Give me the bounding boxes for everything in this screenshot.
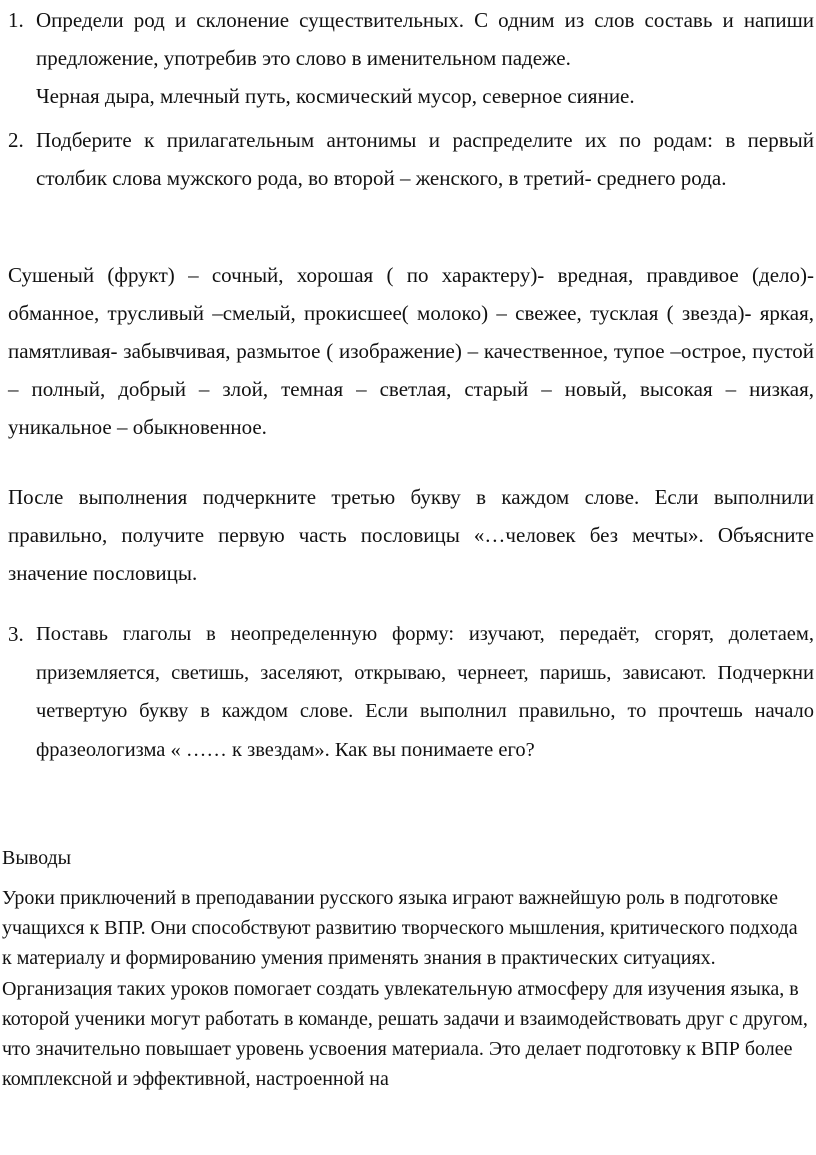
after-task-paragraph — [8, 478, 814, 592]
task-3-number: 3. — [8, 622, 24, 646]
conclusions-paragraph — [2, 883, 812, 1094]
task-1-number: 1. — [8, 8, 24, 32]
after-task-text: После выполнения подчеркните третью букву в каждом слове. Если выполнили правильно, получите первую часть пословицы «…человек без мечты». Объясните значение пословицы. — [8, 485, 814, 585]
conclusions-text: Уроки приключений в преподавании русского языка играют важнейшую роль в подготовке учащихся к ВПР. Они способствуют развитию творческого мышления, критического подхода к материалу и формированию умения применять знания в практических ситуациях. Организация таких уроков помогает создать увлекательную атмосферу для изучения языка, в которой ученики могут работать в команде, решать задачи и взаимодействовать друг с другом, что значительно повышает уровень усвоения материала. Это делает подготовку к ВПР более комплексной и эффективной, настроенной на — [2, 887, 808, 1091]
word-pairs-text: Сушеный (фрукт) – сочный, хорошая ( по характеру)- вредная, правдивое (дело)- обманное, трусливый –смелый, прокисшее( молоко) – свежее, тусклая ( звезда)- яркая, памятливая- забывчивая, размытое ( изображение) – качественное, тупое –острое, пустой – полный, добрый – злой, темная – светлая, старый – новый, высокая – низкая, уникальное – обыкновенное. — [8, 263, 814, 439]
task-2-body — [36, 121, 814, 197]
conclusions-heading: Выводы — [2, 847, 72, 869]
task-2-instruction: Подберите к прилагательным антонимы и распределите их по родам: в первый столбик слова мужского рода, во второй – женского, в третий- среднего рода. — [36, 128, 814, 190]
task-3-body — [36, 615, 814, 769]
task-1-instruction: Определи род и склонение существительных. С одним из слов составь и напиши предложение, употребив это слово в именительном падеже. — [36, 8, 814, 70]
task-3-instruction: Поставь глаголы в неопределенную форму: изучают, передаёт, сгорят, долетаем, приземляется, светишь, заселяют, открываю, чернеет, паришь, зависают. Подчеркни четвертую букву в каждом слове. Если выполнил правильно, то прочтешь начало фразеологизма « …… к звездам». Как вы понимаете его? — [36, 623, 814, 761]
word-pairs-paragraph — [8, 256, 814, 446]
task-2-number: 2. — [8, 128, 24, 152]
task-1-words: Черная дыра, млечный путь, космический мусор, северное сияние. — [36, 84, 635, 108]
task-1-body — [36, 1, 814, 115]
